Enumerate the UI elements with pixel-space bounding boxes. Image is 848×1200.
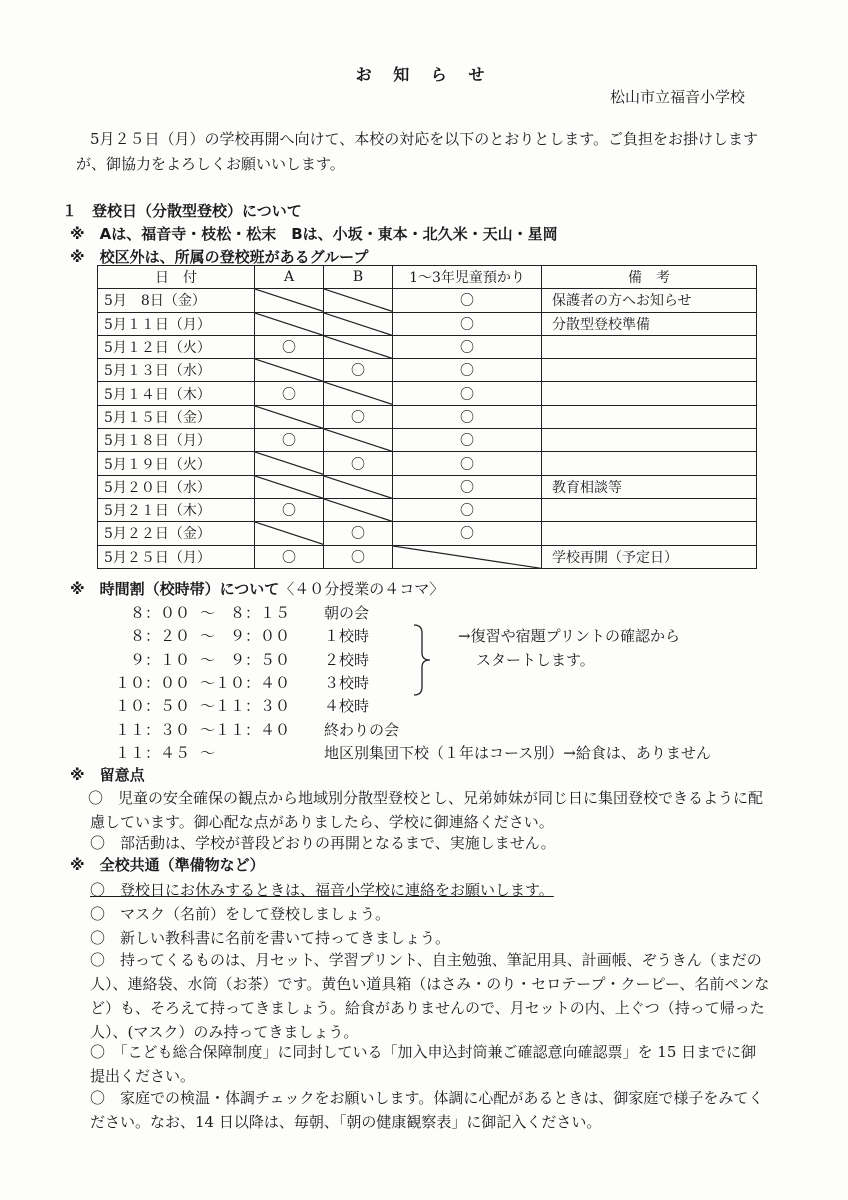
time-start: １０：００ bbox=[114, 673, 190, 692]
period-label: 地区別集団下校（１年はコース別）→給食は、ありません bbox=[324, 743, 711, 762]
table-row bbox=[98, 289, 757, 312]
diagonal-slash bbox=[255, 476, 323, 498]
timetable-heading-text: ※ 時間割（校時帯）について bbox=[70, 580, 280, 598]
date-cell: 5月１９日（火） bbox=[98, 452, 255, 475]
group-a-cell: 〇 bbox=[255, 382, 324, 405]
table-row bbox=[98, 335, 757, 358]
group-b-cell bbox=[324, 429, 393, 452]
table-row bbox=[98, 452, 757, 475]
group-a-cell bbox=[255, 405, 324, 428]
group-b-cell bbox=[324, 498, 393, 521]
childcare-cell: 〇 bbox=[393, 312, 542, 335]
date-cell: 5月１５日（金） bbox=[98, 405, 255, 428]
diagonal-slash bbox=[255, 452, 323, 474]
table-row bbox=[98, 359, 757, 382]
note-cell bbox=[542, 522, 757, 545]
diagonal-slash bbox=[324, 429, 392, 451]
common-item-mask: 〇 マスク（名前）をして登校しましょう。 bbox=[90, 905, 391, 923]
date-cell: 5月１２日（火） bbox=[98, 335, 255, 358]
date-cell: 5月１４日（木） bbox=[98, 382, 255, 405]
group-a-cell bbox=[255, 452, 324, 475]
timetable-heading bbox=[70, 578, 444, 599]
date-cell: 5月２２日（金） bbox=[98, 522, 255, 545]
table-row bbox=[98, 498, 757, 521]
childcare-cell: 〇 bbox=[393, 289, 542, 312]
group-b-cell: 〇 bbox=[324, 522, 393, 545]
col-header-notes: 備 考 bbox=[542, 266, 757, 289]
time-end: ～１０：４０ bbox=[200, 673, 291, 692]
childcare-cell: 〇 bbox=[393, 429, 542, 452]
period-label: ４校時 bbox=[324, 697, 370, 716]
group-b-cell bbox=[324, 289, 393, 312]
common-item-insurance: 〇 「こども総合保障制度」に同封している「加入申込封筒兼ご確認意向確認票」を 15 日までに御提出ください。 bbox=[90, 1043, 757, 1085]
childcare-cell: 〇 bbox=[393, 498, 542, 521]
diagonal-slash bbox=[324, 313, 392, 335]
table-header-row bbox=[98, 266, 757, 289]
common-item-health: 〇 家庭での検温・体調チェックをお願いします。体調に心配があるときは、御家庭で様子をみてください。なお、14 日以降は、毎朝、「朝の健康観察表」に御記入ください。 bbox=[90, 1089, 764, 1131]
time-end: ～１１：４０ bbox=[200, 720, 291, 739]
timetable-heading-sub: 〈４０分授業の４コマ〉 bbox=[279, 580, 445, 598]
caution-heading: ※ 留意点 bbox=[70, 766, 145, 784]
time-end: ～ ９：５０ bbox=[200, 650, 291, 669]
common-item-contact: 〇 登校日にお休みするときは、福音小学校に連絡をお願いします。 bbox=[90, 881, 554, 899]
note-cell bbox=[542, 335, 757, 358]
time-start: １１：４５ bbox=[114, 743, 190, 762]
time-start: ８：２０ bbox=[129, 627, 190, 646]
time-start: ８：００ bbox=[129, 604, 190, 622]
note-cell bbox=[542, 498, 757, 521]
table-row bbox=[98, 382, 757, 405]
common-heading: ※ 全校共通（準備物など） bbox=[70, 856, 265, 874]
time-end: ～１１：３０ bbox=[200, 697, 291, 716]
note-cell bbox=[542, 452, 757, 475]
time-end: ～ bbox=[200, 743, 216, 762]
brace-note-2: スタートします。 bbox=[476, 651, 595, 669]
school-name: 松山市立福音小学校 bbox=[610, 88, 746, 106]
group-b-cell bbox=[324, 475, 393, 498]
diagonal-slash bbox=[324, 476, 392, 498]
group-a-cell: 〇 bbox=[255, 335, 324, 358]
period-label: １校時 bbox=[324, 627, 370, 646]
period-label: ２校時 bbox=[324, 650, 370, 669]
brace-icon bbox=[412, 623, 432, 697]
group-b-cell: 〇 bbox=[324, 359, 393, 382]
note-cell: 分散型登校準備 bbox=[542, 312, 757, 335]
col-header-b: B bbox=[324, 266, 393, 289]
note-cell bbox=[542, 429, 757, 452]
childcare-cell: 〇 bbox=[393, 452, 542, 475]
time-start: １１：３０ bbox=[114, 720, 190, 739]
caution-item: 〇 児童の安全確保の観点から地域別分散型登校とし、兄弟姉妹が同じ日に集団登校できるように配慮しています。御心配な点がありましたら、学校に御連絡ください。 bbox=[88, 789, 764, 831]
group-b-cell: 〇 bbox=[324, 452, 393, 475]
note-cell bbox=[542, 359, 757, 382]
group-a-cell: 〇 bbox=[255, 545, 324, 568]
group-a-cell bbox=[255, 312, 324, 335]
table-row bbox=[98, 312, 757, 335]
childcare-cell: 〇 bbox=[393, 475, 542, 498]
diagonal-slash bbox=[255, 289, 323, 311]
diagonal-slash bbox=[324, 289, 392, 311]
date-cell: 5月１１日（月） bbox=[98, 312, 255, 335]
note-cell: 学校再開（予定日） bbox=[542, 545, 757, 568]
group-a-cell: 〇 bbox=[255, 498, 324, 521]
time-end: ～ ９：００ bbox=[200, 627, 291, 646]
group-b-cell bbox=[324, 312, 393, 335]
childcare-cell bbox=[393, 545, 542, 568]
common-item-belongings: 〇 持ってくるものは、月セット、学習プリント、自主勉強、筆記用具、計画帳、ぞうきん（まだの人）、連絡袋、水筒（お茶）です。黄色い道具箱（はさみ・のり・セロテープ・クーピー、名前ペンなど）も、そろえて持ってきましょう。給食がありませんので、月セットの内、上ぐつ（持って帰った人）、(マスク）のみ持ってきましょう。 bbox=[90, 951, 770, 1041]
table-row bbox=[98, 475, 757, 498]
date-cell: 5月１８日（月） bbox=[98, 429, 255, 452]
table-row bbox=[98, 405, 757, 428]
childcare-cell: 〇 bbox=[393, 359, 542, 382]
time-start: ９：１０ bbox=[129, 650, 190, 669]
intro-paragraph: 5月２５日（月）の学校再開へ向けて、本校の対応を以下のとおりとします。ご負担をお掛けしますが、御協力をよろしくお願いいします。 bbox=[76, 130, 759, 173]
period-label: 終わりの会 bbox=[324, 720, 400, 739]
group-b-cell bbox=[324, 335, 393, 358]
diagonal-slash bbox=[324, 499, 392, 521]
group-b-cell: 〇 bbox=[324, 405, 393, 428]
schedule-table bbox=[97, 265, 757, 569]
common-item-textbook: 〇 新しい教科書に名前を書いて持ってきましょう。 bbox=[90, 929, 451, 947]
note-cell: 保護者の方へお知らせ bbox=[542, 289, 757, 312]
date-cell: 5月２５日（月） bbox=[98, 545, 255, 568]
note-cell bbox=[542, 405, 757, 428]
date-cell: 5月２１日（木） bbox=[98, 498, 255, 521]
date-cell: 5月２０日（水） bbox=[98, 475, 255, 498]
group-note-b: ※ 校区外は、所属の登校班があるグループ bbox=[70, 248, 369, 266]
diagonal-slash bbox=[324, 336, 392, 358]
group-b-cell: 〇 bbox=[324, 545, 393, 568]
note-cell bbox=[542, 382, 757, 405]
childcare-cell: 〇 bbox=[393, 382, 542, 405]
table-row bbox=[98, 522, 757, 545]
childcare-cell: 〇 bbox=[393, 405, 542, 428]
diagonal-slash bbox=[255, 406, 323, 428]
note-cell: 教育相談等 bbox=[542, 475, 757, 498]
group-a-cell bbox=[255, 522, 324, 545]
group-b-cell bbox=[324, 382, 393, 405]
col-header-a: A bbox=[255, 266, 324, 289]
col-header-date: 日 付 bbox=[98, 266, 255, 289]
page-title: お 知 ら せ bbox=[355, 65, 493, 84]
period-label: ３校時 bbox=[324, 673, 370, 692]
time-end: ～ ８：１５ bbox=[200, 604, 291, 622]
table-row bbox=[98, 545, 757, 568]
diagonal-slash bbox=[393, 546, 541, 568]
group-note-a: ※ Aは、福音寺・枝松・松末 Bは、小坂・東本・北久米・天山・星岡 bbox=[70, 225, 558, 243]
diagonal-slash bbox=[324, 382, 392, 404]
col-header-care: 1～3年児童預かり bbox=[393, 266, 542, 289]
diagonal-slash bbox=[255, 359, 323, 381]
table-row bbox=[98, 429, 757, 452]
group-a-cell: 〇 bbox=[255, 429, 324, 452]
section1-heading: １ 登校日（分散型登校）について bbox=[62, 202, 302, 220]
childcare-cell: 〇 bbox=[393, 335, 542, 358]
diagonal-slash bbox=[255, 313, 323, 335]
time-start: １０：５０ bbox=[114, 697, 190, 716]
brace-note-1: →復習や宿題プリントの確認から bbox=[458, 627, 680, 645]
caution-item: 〇 部活動は、学校が普段どおりの再開となるまで、実施しません。 bbox=[90, 834, 556, 852]
period-label: 朝の会 bbox=[324, 604, 370, 622]
group-a-cell bbox=[255, 359, 324, 382]
childcare-cell: 〇 bbox=[393, 522, 542, 545]
date-cell: 5月 8日（金） bbox=[98, 289, 255, 312]
group-a-cell bbox=[255, 475, 324, 498]
date-cell: 5月１３日（水） bbox=[98, 359, 255, 382]
group-a-cell bbox=[255, 289, 324, 312]
diagonal-slash bbox=[255, 522, 323, 544]
